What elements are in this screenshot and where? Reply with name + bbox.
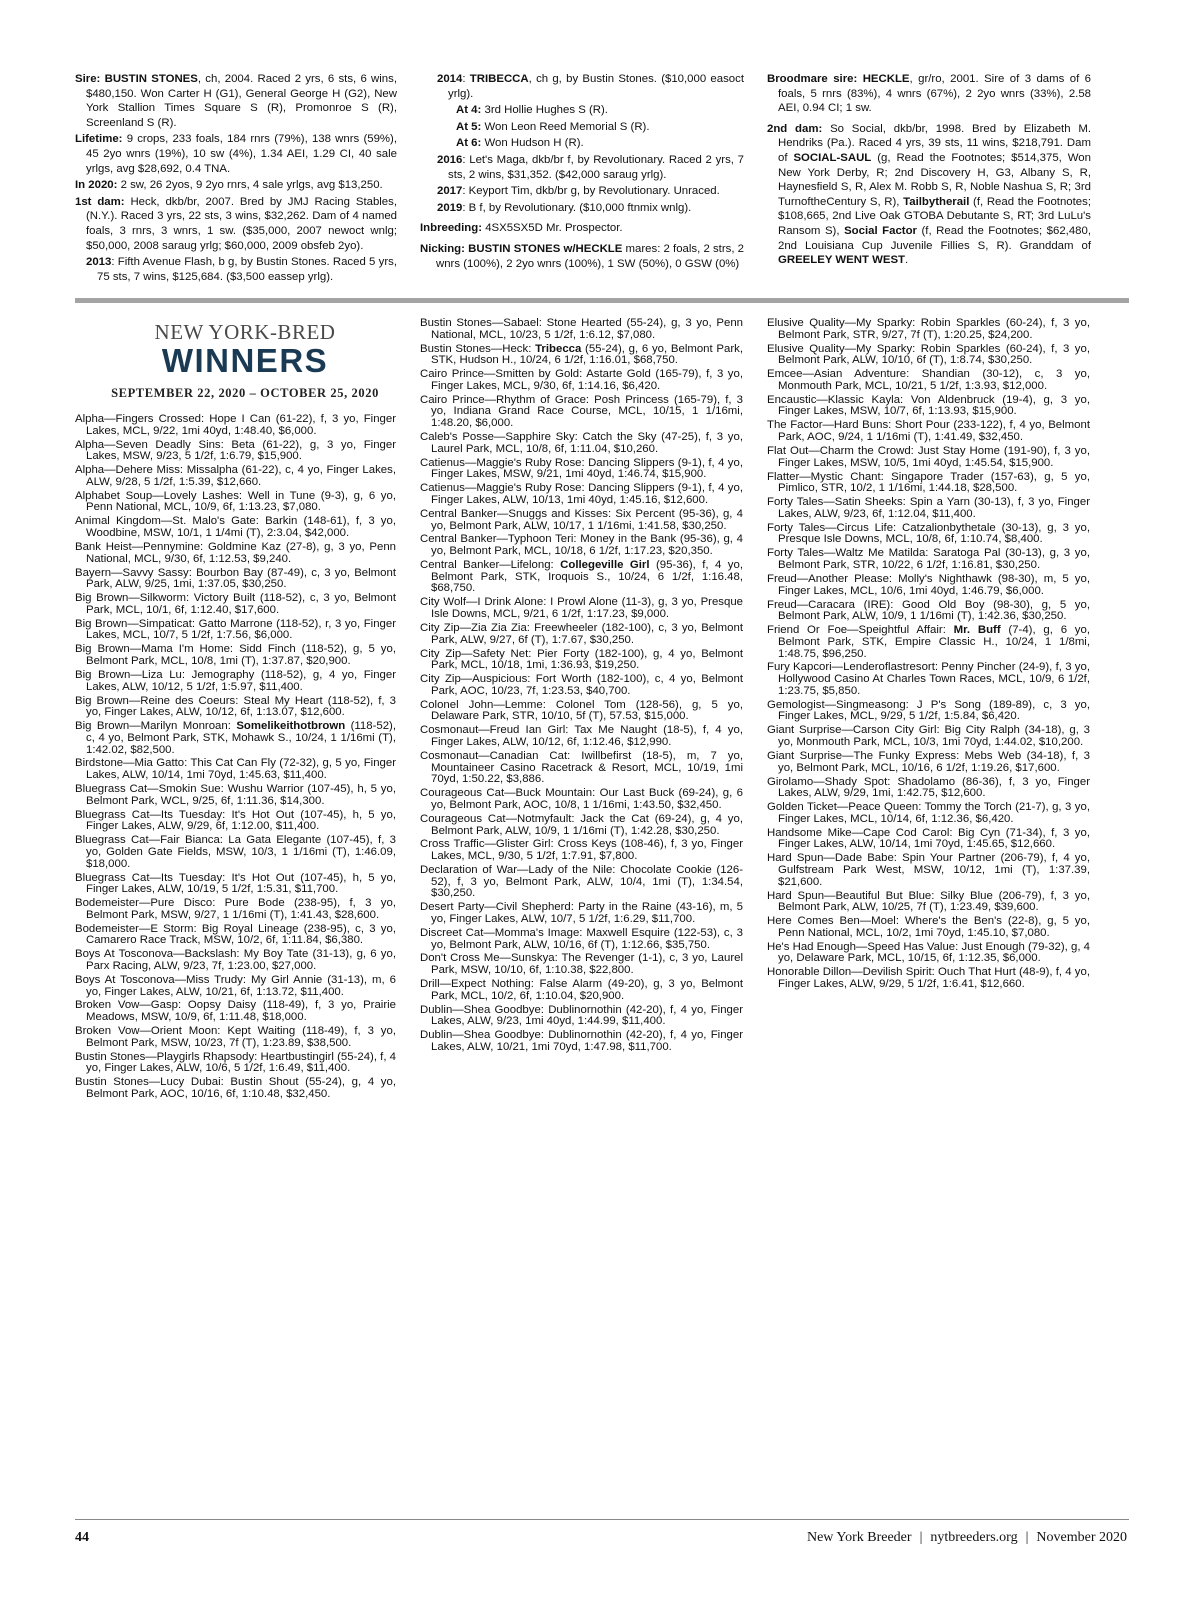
pedigree-column-3 [767, 72, 1091, 270]
winner-entry: Freud—Caracara (IRE): Good Old Boy (98-30), g, 5 yo, Belmont Park, ALW, 10/9, 1 1/16mi (T), 1:42.36, $30,250. [767, 598, 1090, 623]
footer-separator: | [1025, 1530, 1029, 1545]
winner-entry: Bank Heist—Pennymine: Goldmine Kaz (27-8), g, 3 yo, Penn National, MCL, 9/30, 6f, 1:12.53, $9,240. [75, 540, 396, 565]
winner-entry: Central Banker—Snuggs and Kisses: Six Percent (95-36), g, 4 yo, Belmont Park, ALW, 10/17, 1 1/16mi, 1:41.58, $30,250. [420, 507, 743, 532]
winner-entry: City Wolf—I Drink Alone: I Prowl Alone (11-3), g, 3 yo, Presque Isle Downs, MCL, 9/21, 6 1/2f, 1:17.23, $9,000. [420, 596, 743, 621]
winner-entry: Friend Or Foe—Speightful Affair: Mr. Buff (7-4), g, 6 yo, Belmont Park, STK, Empire Classic H., 10/24, 1 1/8mi, 1:48.75, $96,250. [767, 624, 1090, 660]
winner-entry: Courageous Cat—Buck Mountain: Our Last Buck (69-24), g, 6 yo, Belmont Park, AOC, 10/8, 1 1/16mi, 1:43.50, $32,450. [420, 787, 743, 811]
winner-entry: Big Brown—Simpaticat: Gatto Marrone (118-52), r, 3 yo, Finger Lakes, MCL, 10/7, 5 1/2f, 1:7.56, $6,000. [75, 617, 396, 642]
winner-entry: He's Had Enough—Speed Has Value: Just Enough (79-32), g, 4 yo, Delaware Park, MCL, 10/15, 6f, 1:12.35, $6,000. [767, 940, 1090, 965]
winner-entry: Catienus—Maggie's Ruby Rose: Dancing Slippers (9-1), f, 4 yo, Finger Lakes, MSW, 9/21, 1mi 40yd, 1:46.74, $15,900. [420, 456, 743, 481]
winner-entry: Encaustic—Klassic Kayla: Von Aldenbruck (19-4), g, 3 yo, Finger Lakes, MSW, 10/7, 6f, 1:13.93, $15,900. [767, 393, 1090, 418]
winner-entry: Forty Tales—Circus Life: Catzalionbythetale (30-13), g, 3 yo, Presque Isle Downs, MCL, 10/8, 6f, 1:10.74, $8,400. [767, 521, 1090, 546]
winner-entry: Bustin Stones—Heck: Tribecca (55-24), g, 6 yo, Belmont Park, STK, Hudson H., 10/24, 6 1/2f, 1:16.01, $68,750. [420, 342, 743, 367]
winner-entry: Flat Out—Charm the Crowd: Just Stay Home (191-90), f, 3 yo, Finger Lakes, MSW, 10/5, 1mi 40yd, 1:45.54, $15,900. [767, 444, 1090, 469]
winner-entry: Broken Vow—Gasp: Oopsy Daisy (118-49), f, 3 yo, Prairie Meadows, MSW, 10/9, 6f, 1:11.48, $18,000. [75, 999, 396, 1024]
winner-entry: Desert Party—Civil Shepherd: Party in the Raine (43-16), m, 5 yo, Finger Lakes, ALW, 10/7, 5 1/2f, 1:6.29, $11,700. [420, 901, 743, 925]
winner-entry: Big Brown—Liza Lu: Jemography (118-52), g, 4 yo, Finger Lakes, ALW, 10/12, 5 1/2f, 1:5.97, $11,400. [75, 668, 396, 693]
at-4-paragraph: At 4: 3rd Hollie Hughes S (R). [456, 104, 608, 117]
winner-entry: Cosmonaut—Freud Ian Girl: Tax Me Naught (18-5), f, 4 yo, Finger Lakes, ALW, 10/12, 6f, 1:12.46, $12,990. [420, 724, 743, 749]
winner-entry: Alphabet Soup—Lovely Lashes: Well in Tune (9-3), g, 6 yo, Penn National, MCL, 10/9, 6f, 1:13.23, $7,080. [75, 489, 396, 514]
winner-entry: Dublin—Shea Goodbye: Dublinornothin (42-20), f, 4 yo, Finger Lakes, ALW, 9/23, 1mi 40yd, 1:44.99, $11,400. [420, 1003, 743, 1028]
stakes-winner-name: Mr. Buff [953, 624, 1001, 637]
winner-entry: Emcee—Asian Adventure: Shandian (30-12), c, 3 yo, Monmouth Park, MCL, 10/21, 5 1/2f, 1:3.93, $12,000. [767, 368, 1090, 392]
winner-entry: Flatter—Mystic Chant: Singapore Trader (157-63), g, 5 yo, Pimlico, STR, 10/2, 1 1/16mi, 1:44.18, $28,500. [767, 470, 1090, 495]
stakes-winner-name: Collegeville Girl [560, 559, 650, 572]
winner-entry: Giant Surprise—Carson City Girl: Big City Ralph (34-18), g, 3 yo, Monmouth Park, MCL, 10/3, 1mi 70yd, 1:44.02, $10,200. [767, 724, 1090, 749]
winner-entry: Alpha—Dehere Miss: Missalpha (61-22), c, 4 yo, Finger Lakes, ALW, 9/28, 5 1/2f, 1:5.39, $12,660. [75, 464, 396, 488]
winner-entry: Freud—Another Please: Molly's Nighthawk (98-30), m, 5 yo, Finger Lakes, MCL, 10/6, 1mi 40yd, 1:46.79, $6,000. [767, 572, 1090, 597]
sire-paragraph: Sire: BUSTIN STONES, ch, 2004. Raced 2 yrs, 6 sts, 6 wins, $480,150. Won Carter H (G1), General George H (G2), New York Stallion Times Square S (R), Promonroe S (R), Screenland S (R). [75, 73, 397, 129]
lifetime-paragraph: Lifetime: 9 crops, 233 foals, 184 rnrs (79%), 138 wnrs (59%), 45 2yo wnrs (19%), 10 sw (4%), 1.34 AEI, 1.29 CI, 40 sale yrlgs, avg $28,692, 0.4 TNA. [75, 133, 397, 175]
winner-entry: Declaration of War—Lady of the Nile: Chocolate Cookie (126-52), f, 3 yo, Belmont Park, ALW, 10/4, 1mi (T), 1:34.54, $30,250. [420, 863, 743, 900]
winner-entry: Gemologist—Singmeasong: J P's Song (189-89), c, 3 yo, Finger Lakes, MCL, 9/29, 5 1/2f, 1:5.84, $6,420. [767, 698, 1090, 723]
winner-entry: Cairo Prince—Smitten by Gold: Astarte Gold (165-79), f, 3 yo, Finger Lakes, MCL, 9/30, 6f, 1:14.16, $6,420. [420, 368, 743, 392]
foal-2019-paragraph: 2019: B f, by Revolutionary. ($10,000 ftnmix wnlg). [437, 201, 692, 214]
winner-entry: Caleb's Posse—Sapphire Sky: Catch the Sky (47-25), f, 3 yo, Laurel Park, MCL, 10/8, 6f, 1:11.04, $10,260. [420, 431, 743, 455]
winner-entry: Cairo Prince—Rhythm of Grace: Posh Princess (165-79), f, 3 yo, Indiana Grand Race Course, MCL, 10/15, 1 1/16mi, 1:48.20, $6,000. [420, 393, 743, 430]
first-dam-paragraph: 1st dam: Heck, dkb/br, 2007. Bred by JMJ Racing Stables, (N.Y.). Raced 3 yrs, 22 sts, 3 wins, $32,262. Dam of 4 named foals, 3 rnrs, 3 wnrs, 1 sw. ($35,000, 2007 newoct wnlg; $50,000, 2008 saraug yrlg; $60,000, 2009 obsfeb 2yo). [75, 195, 397, 252]
foal-2014-paragraph: 2014: TRIBECCA, ch g, by Bustin Stones. ($10,000 easoct yrlg). [437, 73, 744, 100]
winner-entry: Handsome Mike—Cape Cod Carol: Big Cyn (71-34), f, 3 yo, Finger Lakes, ALW, 10/14, 1mi 70yd, 1:45.65, $12,660. [767, 826, 1090, 851]
winner-entry: Alpha—Seven Deadly Sins: Beta (61-22), g, 3 yo, Finger Lakes, MSW, 9/23, 5 1/2f, 1:6.79, $15,900. [75, 438, 396, 463]
pedigree-column-1 [75, 72, 397, 286]
winner-entry: Don't Cross Me—Sunskya: The Revenger (1-1), c, 3 yo, Laurel Park, MSW, 10/10, 6f, 1:10.38, $22,800. [420, 952, 743, 977]
page-number: 44 [75, 1530, 89, 1545]
winner-entry: Bodemeister—Pure Disco: Pure Bode (238-95), f, 3 yo, Belmont Park, MSW, 9/27, 1 1/16mi (T), 1:41.43, $28,600. [75, 897, 396, 921]
winner-entry: Bluegrass Cat—Its Tuesday: It's Hot Out (107-45), h, 5 yo, Finger Lakes, ALW, 10/19, 5 1/2f, 1:5.31, $11,700. [75, 871, 396, 896]
winner-entry: Big Brown—Reine des Coeurs: Steal My Heart (118-52), f, 3 yo, Finger Lakes, ALW, 10/12, 6f, 1:13.07, $12,600. [75, 694, 396, 719]
winner-entry: Birdstone—Mia Gatto: This Cat Can Fly (72-32), g, 5 yo, Finger Lakes, ALW, 10/14, 1mi 70yd, 1:45.63, $11,400. [75, 757, 396, 782]
in-2020-paragraph: In 2020: 2 sw, 26 2yos, 9 2yo rnrs, 4 sale yrlgs, avg $13,250. [75, 179, 383, 192]
winner-entry: Central Banker—Lifelong: Collegeville Girl (95-36), f, 4 yo, Belmont Park, STK, Iroquois S., 10/24, 6 1/2f, 1:16.48, $68,750. [420, 559, 743, 595]
winner-entry: Bluegrass Cat—Fair Bianca: La Gata Elegante (107-45), f, 3 yo, Golden Gate Fields, MSW, 10/3, 1 1/16mi (T), 1:46.09, $18,000. [75, 834, 396, 870]
winner-entry: Bluegrass Cat—Smokin Sue: Wushu Warrior (107-45), h, 5 yo, Belmont Park, WCL, 9/25, 6f, 1:11.36, $14,300. [75, 783, 396, 807]
winner-entry: Hard Spun—Beautiful But Blue: Silky Blue (206-79), f, 3 yo, Belmont Park, ALW, 10/25, 7f (T), 1:23.49, $39,600. [767, 889, 1090, 914]
section-heading [75, 320, 415, 401]
winner-entry: Broken Vow—Orient Moon: Kept Waiting (118-49), f, 3 yo, Belmont Park, MSW, 10/23, 7f (T), 1:23.89, $38,500. [75, 1025, 396, 1049]
foal-2017-paragraph: 2017: Keyport Tim, dkb/br g, by Revolutionary. Unraced. [437, 185, 720, 198]
winner-entry: Catienus—Maggie's Ruby Rose: Dancing Slippers (9-1), f, 4 yo, Finger Lakes, ALW, 10/13, 1mi 40yd, 1:45.16, $12,600. [420, 482, 743, 506]
winner-entry: Hard Spun—Dade Babe: Spin Your Partner (206-79), f, 4 yo, Gulfstream Park West, MSW, 10/12, 1mi (T), 1:37.39, $21,600. [767, 852, 1090, 888]
winner-entry: Drill—Expect Nothing: False Alarm (49-20), g, 3 yo, Belmont Park, MCL, 10/2, 6f, 1:10.04, $20,900. [420, 978, 743, 1002]
winner-entry: Big Brown—Marilyn Monroan: Somelikeithotbrown (118-52), c, 4 yo, Belmont Park, STK, Mohawk S., 10/24, 1 1/16mi (T), 1:42.02, $82,500. [75, 720, 396, 756]
winner-entry: Big Brown—Silkworm: Victory Built (118-52), c, 3 yo, Belmont Park, MCL, 10/1, 6f, 1:12.40, $17,600. [75, 592, 396, 616]
winner-entry: Animal Kingdom—St. Malo's Gate: Barkin (148-61), f, 3 yo, Woodbine, MSW, 10/1, 1 1/4mi (T), 2:3.04, $42,000. [75, 515, 396, 540]
winner-entry: Forty Tales—Satin Sheeks: Spin a Yarn (30-13), f, 3 yo, Finger Lakes, ALW, 9/23, 6f, 1:12.04, $11,400. [767, 496, 1090, 520]
winner-entry: Here Comes Ben—Moel: Where's the Ben's (22-8), g, 5 yo, Penn National, MCL, 10/2, 1mi 70yd, 1:45.10, $7,080. [767, 915, 1090, 939]
winner-entry: City Zip—Auspicious: Fort Worth (182-100), c, 4 yo, Belmont Park, AOC, 10/23, 7f, 1:23.53, $40,700. [420, 673, 743, 697]
website-link[interactable]: nytbreeders.org [930, 1530, 1018, 1545]
at-6-paragraph: At 6: Won Hudson H (R). [456, 137, 584, 150]
broodmare-sire-paragraph: Broodmare sire: HECKLE, gr/ro, 2001. Sire of 3 dams of 6 foals, 5 rnrs (83%), 4 wnrs (67%), 2 2yo wnrs (33%), 2.58 AEI, 0.94 CI; 1 sw. [767, 73, 1091, 115]
heading-kicker: NEW YORK-BRED [154, 320, 336, 344]
winner-entry: Bluegrass Cat—Its Tuesday: It's Hot Out (107-45), h, 5 yo, Finger Lakes, ALW, 9/29, 6f, 1:12.00, $11,400. [75, 808, 396, 833]
winners-column-2 [420, 318, 743, 1056]
winner-entry: Bustin Stones—Playgirls Rhapsody: Heartbustingirl (55-24), f, 4 yo, Finger Lakes, ALW, 10/6, 5 1/2f, 1:6.49, $11,400. [75, 1050, 396, 1075]
stakes-winner-name: Tribecca [535, 342, 582, 355]
winners-column-3 [767, 318, 1090, 993]
heading-title: WINNERS [161, 342, 329, 379]
section-divider [75, 298, 1129, 303]
winner-entry: Colonel John—Lemme: Colonel Tom (128-56), g, 5 yo, Delaware Park, STR, 10/10, 5f (T), 57.53, $15,000. [420, 698, 743, 723]
winner-entry: Bodemeister—E Storm: Big Royal Lineage (238-95), c, 3 yo, Camarero Race Track, MSW, 10/2, 6f, 1:11.84, $6,380. [75, 922, 396, 947]
winners-column-1 [75, 414, 396, 1103]
inbreeding-paragraph: Inbreeding: 4SX5SX5D Mr. Prospector. [420, 222, 623, 235]
winner-entry: Courageous Cat—Notmyfault: Jack the Cat (69-24), g, 4 yo, Belmont Park, ALW, 10/9, 1 1/16mi (T), 1:42.28, $30,250. [420, 812, 743, 837]
winner-entry: City Zip—Zia Zia Zia: Freewheeler (182-100), c, 3 yo, Belmont Park, ALW, 9/27, 6f (T), 1:7.67, $30,250. [420, 621, 743, 646]
winner-entry: Big Brown—Mama I'm Home: Sidd Finch (118-52), g, 5 yo, Belmont Park, MCL, 10/8, 1mi (T), 1:37.87, $20,900. [75, 643, 396, 668]
heading-date-range: SEPTEMBER 22, 2020 – OCTOBER 25, 2020 [111, 386, 379, 400]
winner-entry: Dublin—Shea Goodbye: Dublinornothin (42-20), f, 4 yo, Finger Lakes, ALW, 10/21, 1mi 70yd, 1:47.98, $11,700. [420, 1029, 743, 1053]
footer-separator: | [919, 1530, 923, 1545]
winner-entry: Bustin Stones—Sabael: Stone Hearted (55-24), g, 3 yo, Penn National, MCL, 10/23, 5 1/2f, 1:6.12, $7,080. [420, 317, 743, 341]
winner-entry: Cross Traffic—Glister Girl: Cross Keys (108-46), f, 3 yo, Finger Lakes, MCL, 9/30, 5 1/2f, 1:7.91, $7,800. [420, 838, 743, 863]
winner-entry: Bayern—Savvy Sassy: Bourbon Bay (87-49), c, 3 yo, Belmont Park, ALW, 9/25, 1mi, 1:37.05, $30,250. [75, 566, 396, 591]
issue-date: November 2020 [1036, 1530, 1127, 1545]
winner-entry: Giant Surprise—The Funky Express: Mebs Web (34-18), f, 3 yo, Belmont Park, MCL, 10/16, 6 1/2f, 1:19.26, $17,600. [767, 749, 1090, 774]
winner-entry: Elusive Quality—My Sparky: Robin Sparkles (60-24), f, 3 yo, Belmont Park, ALW, 10/10, 6f (T), 1:8.74, $30,250. [767, 342, 1090, 367]
winner-entry: Golden Ticket—Peace Queen: Tommy the Torch (21-7), g, 3 yo, Finger Lakes, MCL, 10/14, 6f, 1:12.36, $6,420. [767, 801, 1090, 825]
winner-entry: Forty Tales—Waltz Me Matilda: Saratoga Pal (30-13), g, 3 yo, Belmont Park, STR, 10/22, 6 1/2f, 1:16.81, $30,250. [767, 547, 1090, 572]
winner-entry: Elusive Quality—My Sparky: Robin Sparkles (60-24), f, 3 yo, Belmont Park, STR, 9/27, 7f (T), 1:20.25, $24,200. [767, 317, 1090, 341]
winner-entry: Bustin Stones—Lucy Dubai: Bustin Shout (55-24), g, 4 yo, Belmont Park, AOC, 10/16, 6f, 1:10.48, $32,450. [75, 1076, 396, 1100]
winner-entry: The Factor—Hard Buns: Short Pour (233-122), f, 4 yo, Belmont Park, AOC, 9/24, 1 1/16mi (T), 1:41.49, $32,450. [767, 419, 1090, 444]
pedigree-column-2 [420, 72, 744, 273]
winner-entry: Discreet Cat—Momma's Image: Maxwell Esquire (122-53), c, 3 yo, Belmont Park, ALW, 10/16, 6f (T), 1:12.66, $35,750. [420, 926, 743, 951]
winner-entry: Fury Kapcori—Lenderoflastresort: Penny Pincher (24-9), f, 3 yo, Hollywood Casino At Charles Town Races, MCL, 10/9, 6 1/2f, 1:23.75, $5,850. [767, 661, 1090, 697]
winner-entry: Girolamo—Shady Spot: Shadolamo (86-36), f, 3 yo, Finger Lakes, ALW, 9/29, 1mi, 1:42.75, $12,600. [767, 775, 1090, 800]
foal-2013-paragraph: 2013: Fifth Avenue Flash, b g, by Bustin Stones. Raced 5 yrs, 75 sts, 7 wins, $125,684. ($3,500 eassep yrlg). [86, 256, 397, 283]
winner-entry: Boys At Tosconova—Miss Trudy: My Girl Annie (31-13), m, 6 yo, Finger Lakes, ALW, 10/21, 6f, 1:13.72, $11,400. [75, 973, 396, 998]
winner-entry: Honorable Dillon—Devilish Spirit: Ouch That Hurt (48-9), f, 4 yo, Finger Lakes, ALW, 9/29, 5 1/2f, 1:6.41, $12,660. [767, 966, 1090, 991]
second-dam-paragraph: 2nd dam: So Social, dkb/br, 1998. Bred by Elizabeth M. Hendriks (Pa.). Raced 4 yrs, 39 sts, 11 wins, $218,791. Dam of SOCIAL-SAUL (g, Read the Footnotes; $514,375, Won New York Derby, R; 2nd Discovery H, G3, Albany S, R, Haynesfield S, R, Alex M. Robb S, R, Noble Nashua S, R; 3rd TurnoftheCentury S, R), Tailbytherail (f, Read the Footnotes; $108,665, 2nd Live Oak GTOBA Debutante S, RT; 3rd LuLu's Ransom S), Social Factor (f, Read the Footnotes; $62,480, 2nd Louisiana Cup Juvenile Fillies S, R). Granddam of GREELEY WENT WEST. [767, 122, 1092, 267]
publication-name: New York Breeder [806, 1530, 912, 1545]
winner-entry: Boys At Tosconova—Backslash: My Boy Tate (31-13), g, 6 yo, Parx Racing, ALW, 9/23, 7f, 1:23.00, $27,000. [75, 948, 396, 972]
footer-credits [807, 1530, 1127, 1546]
winner-entry: City Zip—Safety Net: Pier Forty (182-100), g, 4 yo, Belmont Park, MCL, 10/18, 1mi, 1:36.93, $19,250. [420, 647, 743, 672]
at-5-paragraph: At 5: Won Leon Reed Memorial S (R). [456, 120, 650, 133]
winner-entry: Cosmonaut—Canadian Cat: Iwillbefirst (18-5), m, 7 yo, Mountaineer Casino Racetrack & Resort, MCL, 10/19, 1mi 70yd, 1:50.22, $3,886. [420, 749, 743, 786]
nicking-paragraph: Nicking: BUSTIN STONES w/HECKLE mares: 2 foals, 2 strs, 2 wnrs (100%), 2 2yo wnrs (100%), 1 SW (50%), 0 GSW (0%) [420, 242, 744, 270]
stakes-winner-name: Somelikeithotbrown [236, 720, 346, 733]
footer-rule [75, 1519, 1129, 1520]
winner-entry: Alpha—Fingers Crossed: Hope I Can (61-22), f, 3 yo, Finger Lakes, MCL, 9/22, 1mi 40yd, 1:48.40, $6,000. [75, 413, 396, 437]
winner-entry: Central Banker—Typhoon Teri: Money in the Bank (95-36), g, 4 yo, Belmont Park, MCL, 10/18, 6 1/2f, 1:17.23, $20,350. [420, 533, 743, 558]
foal-2016-paragraph: 2016: Let's Maga, dkb/br f, by Revolutionary. Raced 2 yrs, 7 sts, 2 wins, $31,352. ($42,000 saraug yrlg). [437, 153, 744, 181]
